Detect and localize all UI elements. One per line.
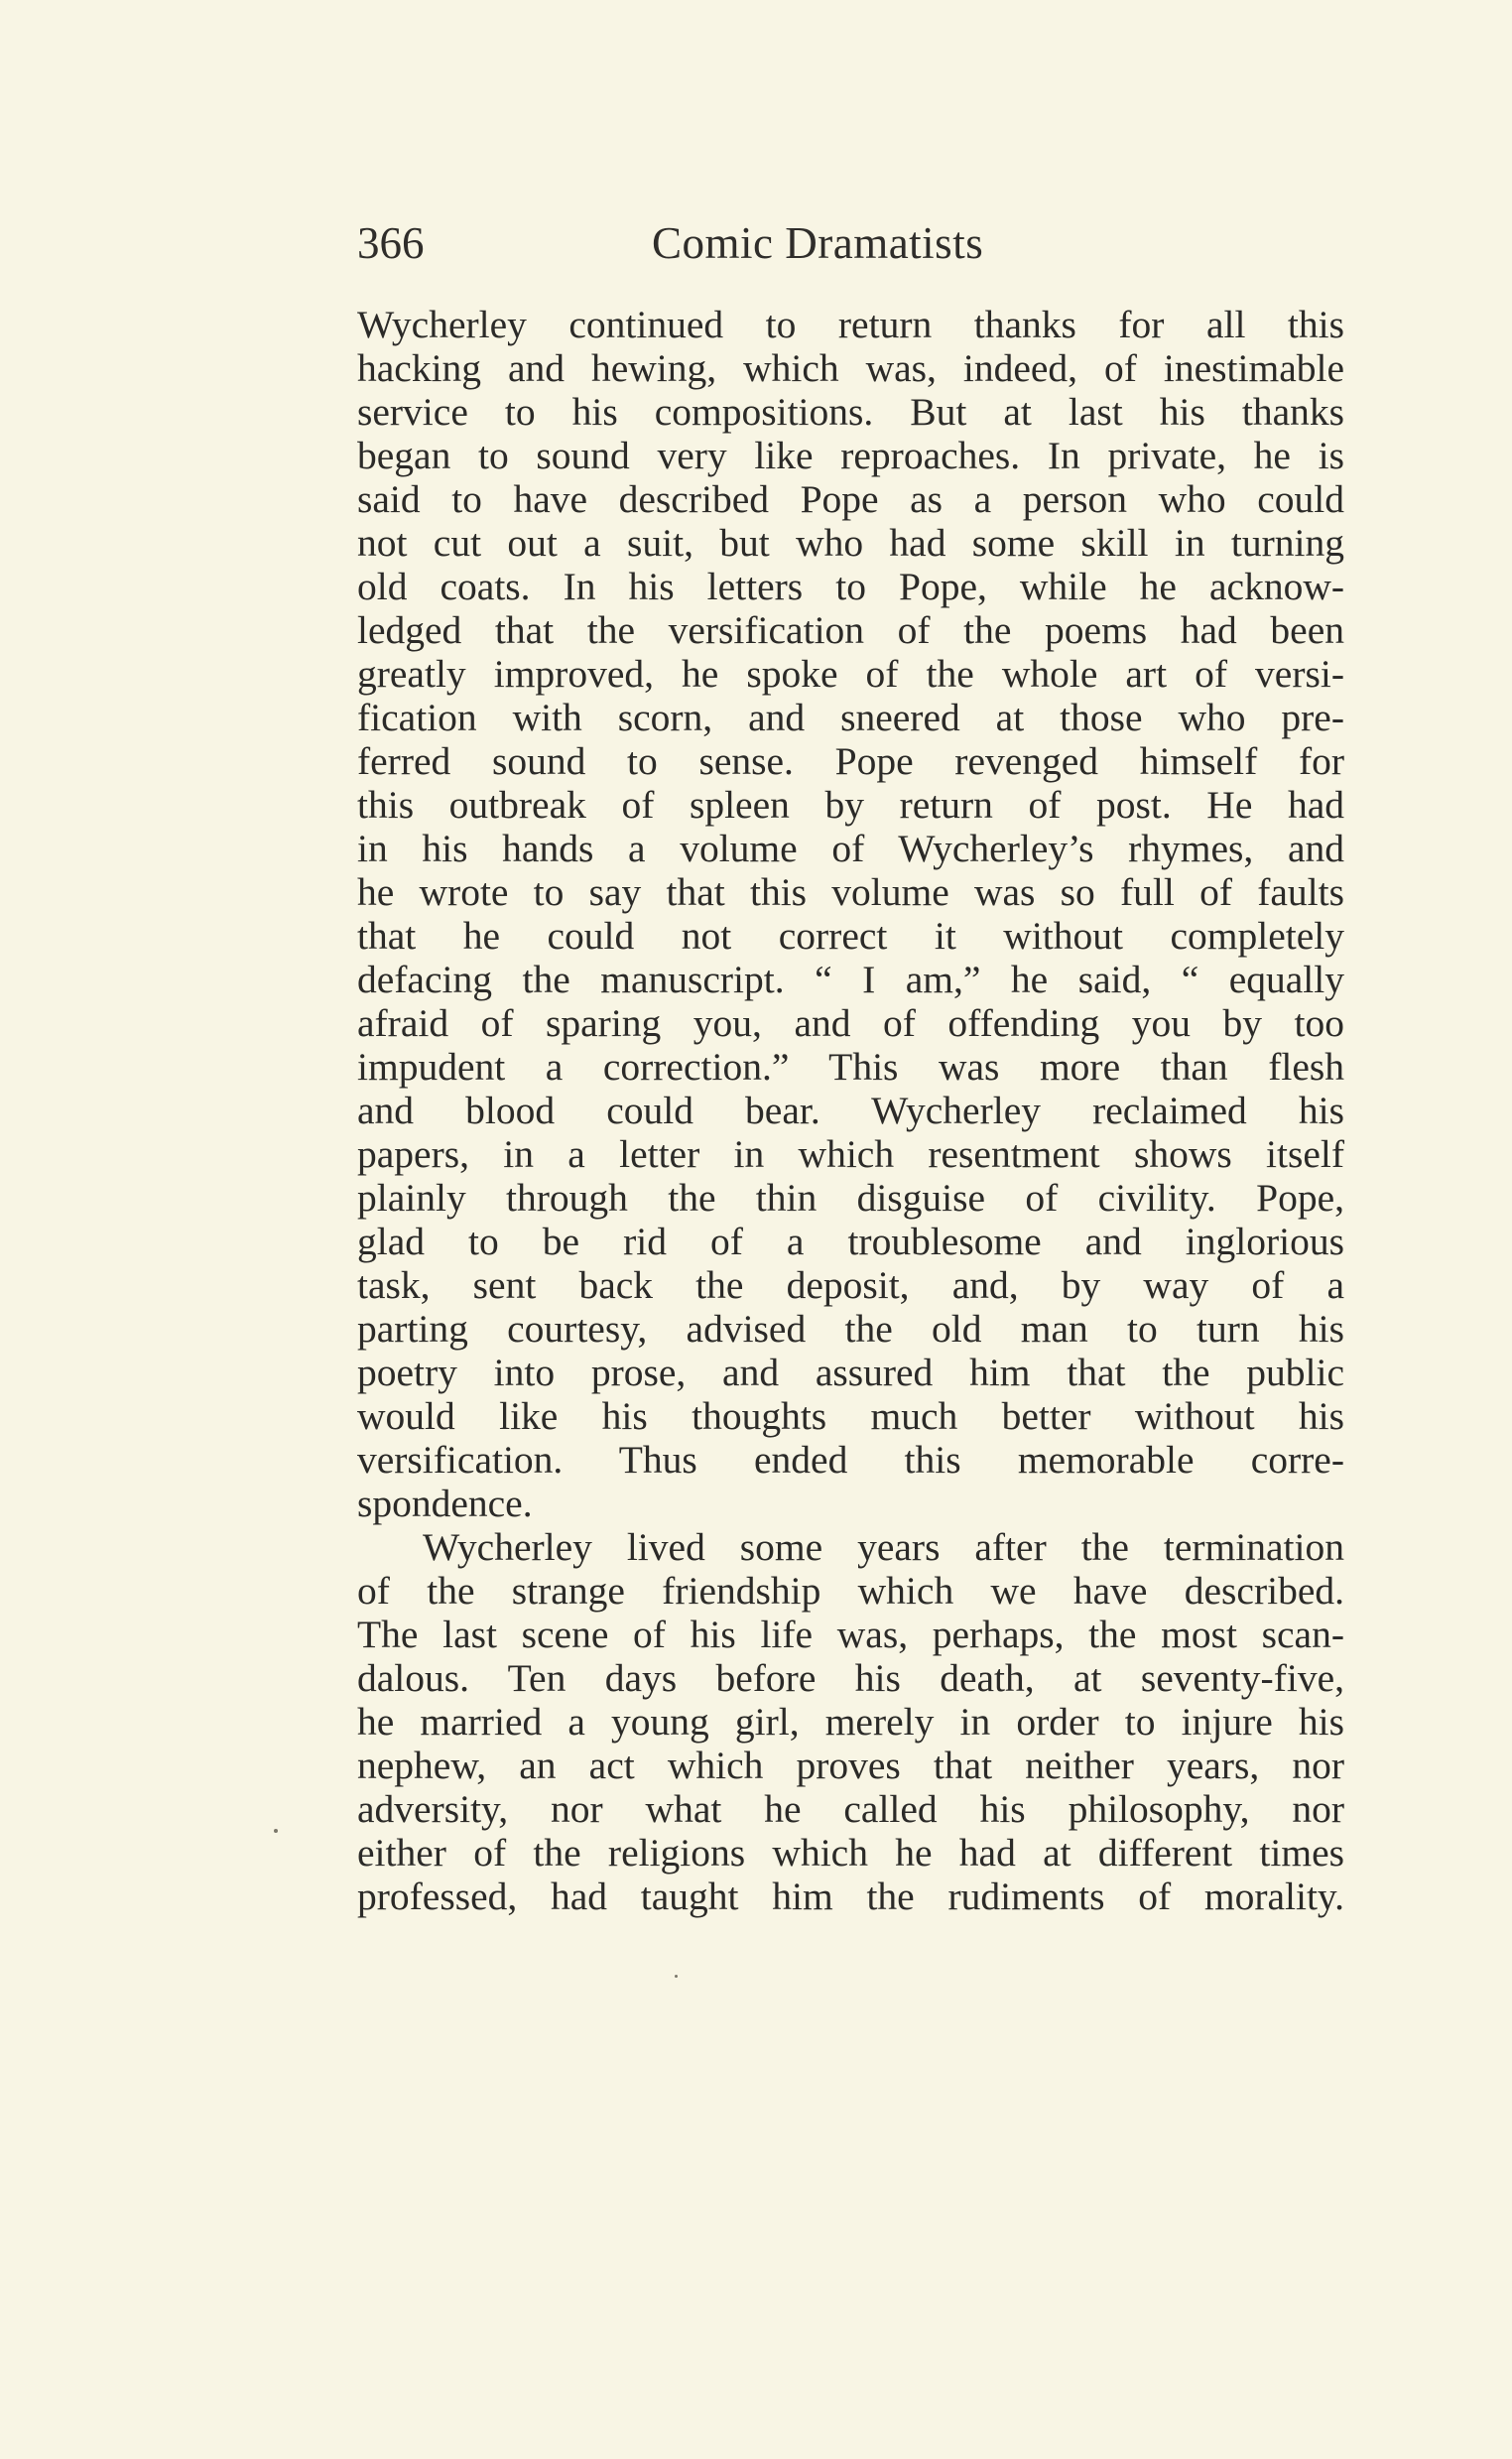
body-text — [357, 303, 1344, 1918]
text-line: he married a young girl, merely in order to injure his — [357, 1700, 1344, 1744]
text-line: fication with scorn, and sneered at those who pre- — [357, 696, 1344, 739]
running-title: Comic Dramatists — [652, 218, 984, 268]
text-line: ferred sound to sense. Pope revenged himself for — [357, 739, 1344, 783]
text-line: impudent a correction.” This was more than flesh — [357, 1045, 1344, 1089]
text-line: plainly through the thin disguise of civility. Pope, — [357, 1176, 1344, 1220]
text-line: papers, in a letter in which resentment shows itself — [357, 1132, 1344, 1176]
text-line: Wycherley continued to return thanks for all this — [357, 303, 1344, 346]
text-line: of the strange friendship which we have described. — [357, 1569, 1344, 1613]
text-line: greatly improved, he spoke of the whole art of versi- — [357, 652, 1344, 696]
text-line: spondence. — [357, 1482, 533, 1525]
paragraph-2 — [357, 1525, 1344, 1918]
text-line: nephew, an act which proves that neither years, nor — [357, 1744, 1344, 1787]
text-line: defacing the manuscript. “ I am,” he said, “ equally — [357, 958, 1344, 1001]
text-line: versification. Thus ended this memorable corre- — [357, 1438, 1344, 1482]
text-line: not cut out a suit, but who had some skill in turning — [357, 521, 1344, 565]
text-line: would like his thoughts much better without his — [357, 1394, 1344, 1438]
text-line: dalous. Ten days before his death, at seventy-five, — [357, 1656, 1344, 1700]
text-line: old coats. In his letters to Pope, while he acknow- — [357, 565, 1344, 608]
text-line: parting courtesy, advised the old man to turn his — [357, 1307, 1344, 1351]
text-line: and blood could bear. Wycherley reclaimed his — [357, 1089, 1344, 1132]
text-line: that he could not correct it without completely — [357, 914, 1344, 958]
text-line: afraid of sparing you, and of offending you by too — [357, 1001, 1344, 1045]
text-line: glad to be rid of a troublesome and inglorious — [357, 1220, 1344, 1263]
paragraph-1 — [357, 303, 1344, 1525]
paper-speck — [274, 1829, 278, 1833]
paper-speck — [675, 1975, 678, 1978]
page-header — [357, 208, 1349, 278]
text-line: began to sound very like reproaches. In private, he is — [357, 434, 1344, 477]
text-line: professed, had taught him the rudiments of morality. — [357, 1875, 1344, 1918]
text-line: service to his compositions. But at last his thanks — [357, 390, 1344, 434]
text-line: poetry into prose, and assured him that the public — [357, 1351, 1344, 1394]
text-line: he wrote to say that this volume was so full of faults — [357, 870, 1344, 914]
text-line: task, sent back the deposit, and, by way of a — [357, 1263, 1344, 1307]
text-line: said to have described Pope as a person who could — [357, 477, 1344, 521]
text-line: ledged that the versification of the poems had been — [357, 608, 1344, 652]
text-line: this outbreak of spleen by return of post. He had — [357, 783, 1344, 827]
text-line: hacking and hewing, which was, indeed, of inestimable — [357, 346, 1344, 390]
text-line: The last scene of his life was, perhaps, the most scan- — [357, 1613, 1344, 1656]
text-line: Wycherley lived some years after the termination — [423, 1525, 1344, 1569]
page-number: 366 — [357, 218, 425, 268]
text-line: in his hands a volume of Wycherley’s rhymes, and — [357, 827, 1344, 870]
text-line: adversity, nor what he called his philosophy, nor — [357, 1787, 1344, 1831]
text-line: either of the religions which he had at different times — [357, 1831, 1344, 1875]
